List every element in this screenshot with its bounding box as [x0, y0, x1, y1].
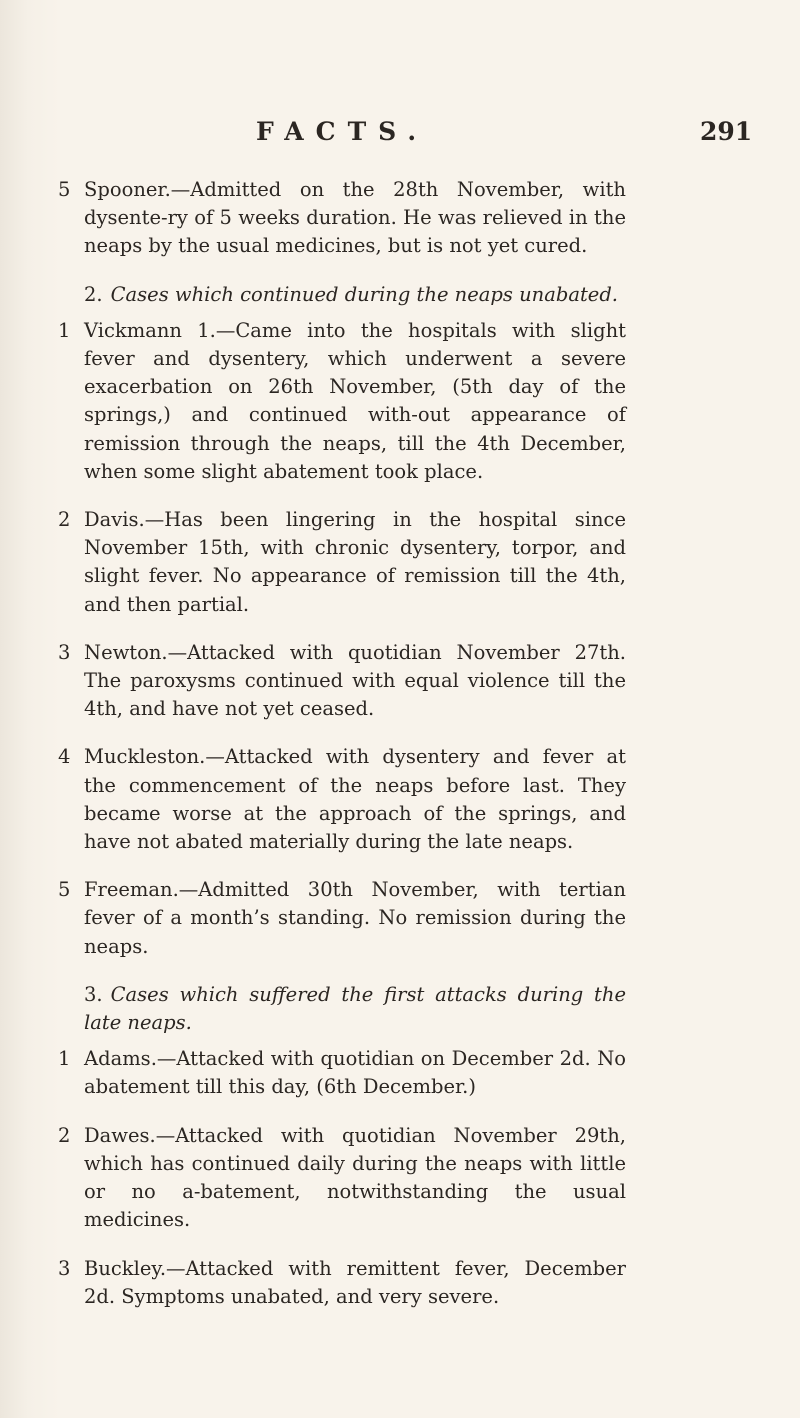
case-entry [58, 317, 626, 486]
page-header [0, 117, 800, 157]
case-text: Vickmann 1.—Came into the hospitals with slight fever and dysentery, which underwent a severe exacerbation on 26th November, (5th day of the springs,) and continued with-out appearance of remission through the neaps, till the 4th December, when some slight abatement took place. [84, 318, 626, 483]
case-text: Freeman.—Admitted 30th November, with tertian fever of a month’s standing. No remission during the neaps. [84, 878, 626, 958]
section-number: 2. [84, 282, 103, 306]
section-number: 3. [84, 982, 103, 1006]
case-entry [58, 743, 626, 856]
section-title: Cases which suffered the first attacks during the late neaps. [84, 982, 626, 1035]
case-number: 5 [58, 878, 71, 902]
case-entry [58, 1255, 626, 1311]
page-number: 291 [700, 117, 753, 146]
case-number: 3 [58, 640, 71, 664]
section-heading [58, 281, 626, 309]
case-entry [58, 506, 626, 619]
section-title: Cases which continued during the neaps unabated. [110, 282, 618, 306]
case-entry [58, 1045, 626, 1101]
case-number: 3 [58, 1256, 71, 1280]
case-number: 5 [58, 178, 71, 201]
case-number: 1 [58, 318, 71, 342]
case-entry [58, 876, 626, 961]
case-number: 2 [58, 508, 71, 532]
case-entry [58, 176, 626, 261]
case-number: 2 [58, 1123, 71, 1147]
section-heading [58, 981, 626, 1037]
case-number: 1 [58, 1047, 71, 1071]
case-entry [58, 639, 626, 724]
case-text: Davis.—Has been lingering in the hospital since November 15th, with chronic dysentery, torpor, and slight fever. No appearance of remission till the 4th, and then partial. [84, 508, 626, 616]
case-text: Dawes.—Attacked with quotidian November 29th, which has continued daily during the neaps with little or no a-batement, notwithstanding the usual medicines. [84, 1123, 626, 1232]
case-text: Muckleston.—Attacked with dysentery and fever at the commencement of the neaps before last. They became worse at the approach of the springs, and have not abated materially during the late neaps. [84, 745, 626, 854]
case-number: 4 [58, 745, 71, 769]
page-body [58, 176, 626, 1331]
case-text: Spooner.—Admitted on the 28th November, with dysente-ry of 5 weeks duration. He was relieved in the neaps by the usual medicines, but is not yet cured. [84, 178, 626, 258]
case-text: Newton.—Attacked with quotidian November 27th. The paroxysms continued with equal violence till the 4th, and have not yet ceased. [84, 640, 626, 721]
case-text: Adams.—Attacked with quotidian on December 2d. No abatement till this day, (6th December.) [84, 1047, 626, 1099]
case-entry [58, 1122, 626, 1235]
running-head: FACTS. [256, 117, 429, 146]
case-text: Buckley.—Attacked with remittent fever, December 2d. Symptoms unabated, and very severe. [84, 1256, 626, 1308]
